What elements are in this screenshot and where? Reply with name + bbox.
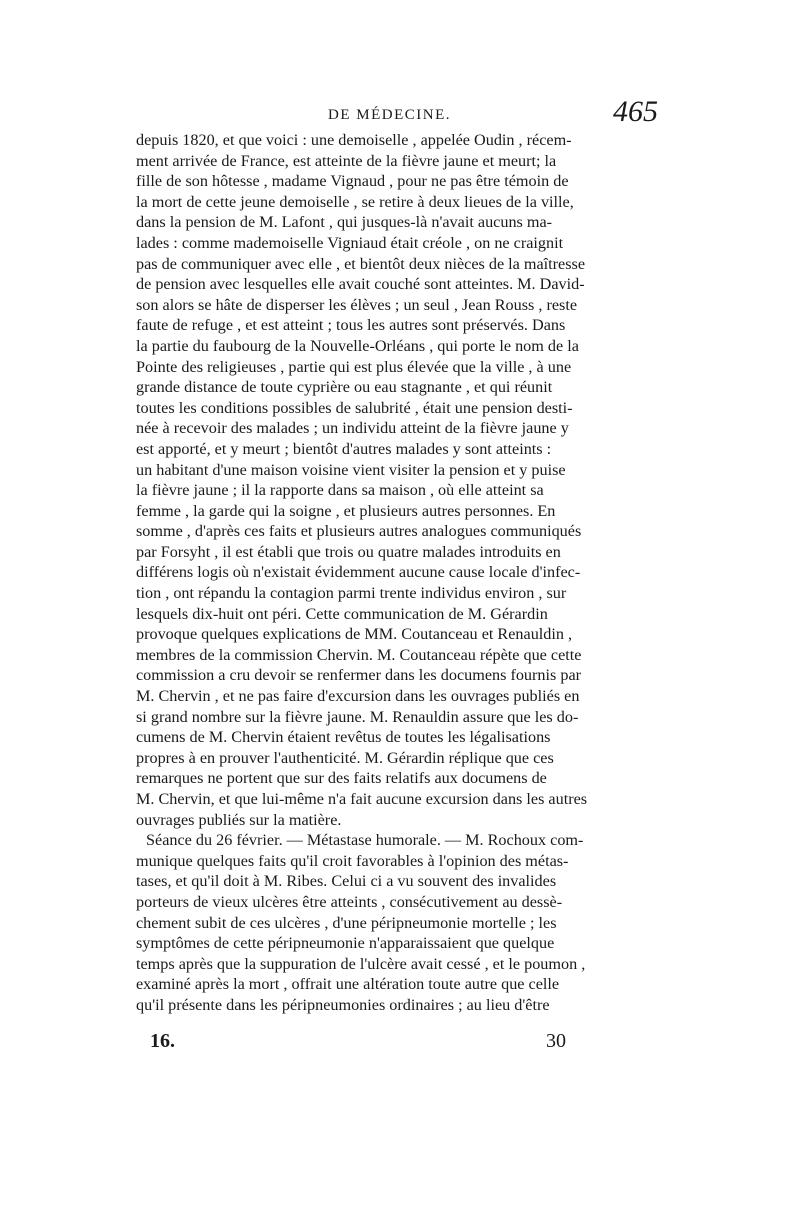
text-line: M. Chervin , et ne pas faire d'excursion dans les ouvrages publiés en bbox=[136, 687, 580, 706]
text-line: si grand nombre sur la fièvre jaune. M. Renauldin assure que les do- bbox=[136, 707, 579, 726]
text-line: remarques ne portent que sur des faits relatifs aux documens de bbox=[136, 769, 547, 788]
text-line: dans la pension de M. Lafont , qui jusques-là n'avait aucuns ma- bbox=[136, 213, 553, 232]
text-line: qu'il présente dans les péripneumonies ordinaires ; au lieu d'être bbox=[136, 995, 550, 1014]
text-line: provoque quelques explications de MM. Coutanceau et Renauldin , bbox=[136, 625, 573, 644]
text-line: examiné après la mort , offrait une altération toute autre que celle bbox=[136, 975, 560, 994]
text-line: lades : comme mademoiselle Vigniaud était créole , on ne craignit bbox=[136, 233, 564, 252]
text-line: ouvrages publiés sur la matière. bbox=[136, 810, 342, 829]
text-line: lesquels dix-huit ont péri. Cette communication de M. Gérardin bbox=[136, 604, 548, 623]
text-line: tases, et qu'il doit à M. Ribes. Celui ci a vu souvent des invalides bbox=[136, 872, 557, 891]
text-line: fille de son hôtesse , madame Vignaud , pour ne pas être témoin de bbox=[136, 172, 569, 191]
body-text bbox=[136, 130, 658, 1016]
session-heading-line: Séance du 26 février. — Métastase humorale. — M. Rochoux com- bbox=[146, 831, 584, 850]
text-line: membres de la commission Chervin. M. Coutanceau répète que cette bbox=[136, 645, 582, 664]
text-line: symptômes de cette péripneumonie n'apparaissaient que quelque bbox=[136, 934, 555, 953]
text-line: propres à en prouver l'authenticité. M. Gérardin réplique que ces bbox=[136, 748, 554, 767]
text-line: grande distance de toute cyprière ou eau stagnante , et qui réunit bbox=[136, 378, 553, 397]
text-line: munique quelques faits qu'il croit favorables à l'opinion des métas- bbox=[136, 851, 569, 870]
text-line: porteurs de vieux ulcères être atteints , consécutivement au dessè- bbox=[136, 892, 563, 911]
page-header bbox=[138, 95, 658, 131]
text-line: son alors se hâte de disperser les élèves ; un seul , Jean Rouss , reste bbox=[136, 295, 577, 314]
text-line: tion , ont répandu la contagion parmi trente individus environ , sur bbox=[136, 584, 567, 603]
page-number: 465 bbox=[613, 95, 658, 128]
text-line: femme , la garde qui la soigne , et plusieurs autres personnes. En bbox=[136, 501, 556, 520]
text-line: cumens de M. Chervin étaient revêtus de toutes les légalisations bbox=[136, 728, 551, 747]
text-line: la mort de cette jeune demoiselle , se retire à deux lieues de la ville, bbox=[136, 192, 574, 211]
text-line: pas de communiquer avec elle , et bientôt deux nièces de la maîtresse bbox=[136, 254, 586, 273]
text-line: de pension avec lesquelles elle avait couché sont atteintes. M. David- bbox=[136, 275, 585, 294]
sheet-number: 30 bbox=[546, 1030, 566, 1052]
text-line: née à recevoir des malades ; un individu atteint de la fièvre jaune y bbox=[136, 419, 569, 438]
text-line: depuis 1820, et que voici : une demoiselle , appelée Oudin , récem- bbox=[136, 131, 572, 149]
text-line: M. Chervin, et que lui-même n'a fait aucune excursion dans les autres bbox=[136, 790, 588, 808]
text-line: toutes les conditions possibles de salubrité , était une pension desti- bbox=[136, 398, 573, 417]
text-line: la fièvre jaune ; il la rapporte dans sa maison , où elle atteint sa bbox=[136, 481, 544, 500]
text-line: différens logis où n'existait évidemment aucune cause locale d'infec- bbox=[136, 563, 581, 582]
text-line: somme , d'après ces faits et plusieurs autres analogues communiqués bbox=[136, 522, 582, 541]
text-line: la partie du faubourg de la Nouvelle-Orléans , qui porte le nom de la bbox=[136, 336, 579, 355]
running-head: DE MÉDECINE. bbox=[328, 107, 451, 123]
signature-mark: 16. bbox=[150, 1030, 175, 1052]
text-line: par Forsyht , il est établi que trois ou quatre malades introduits en bbox=[136, 542, 561, 561]
text-line: chement subit de ces ulcères , d'une péripneumonie mortelle ; les bbox=[136, 913, 557, 932]
text-line: un habitant d'une maison voisine vient visiter la pension et y puise bbox=[136, 460, 566, 479]
text-line: temps après que la suppuration de l'ulcère avait cessé , et le poumon , bbox=[136, 954, 586, 973]
page-footer bbox=[150, 1030, 650, 1060]
text-line: commission a cru devoir se renfermer dans les documens fournis par bbox=[136, 666, 582, 685]
text-line: ment arrivée de France, est atteinte de la fièvre jaune et meurt; la bbox=[136, 151, 557, 170]
text-line: est apporté, et y meurt ; bientôt d'autres malades y sont atteints : bbox=[136, 439, 552, 458]
text-line: faute de refuge , et est atteint ; tous les autres sont préservés. Dans bbox=[136, 316, 566, 335]
text-line: Pointe des religieuses , partie qui est plus élevée que la ville , à une bbox=[136, 357, 572, 376]
